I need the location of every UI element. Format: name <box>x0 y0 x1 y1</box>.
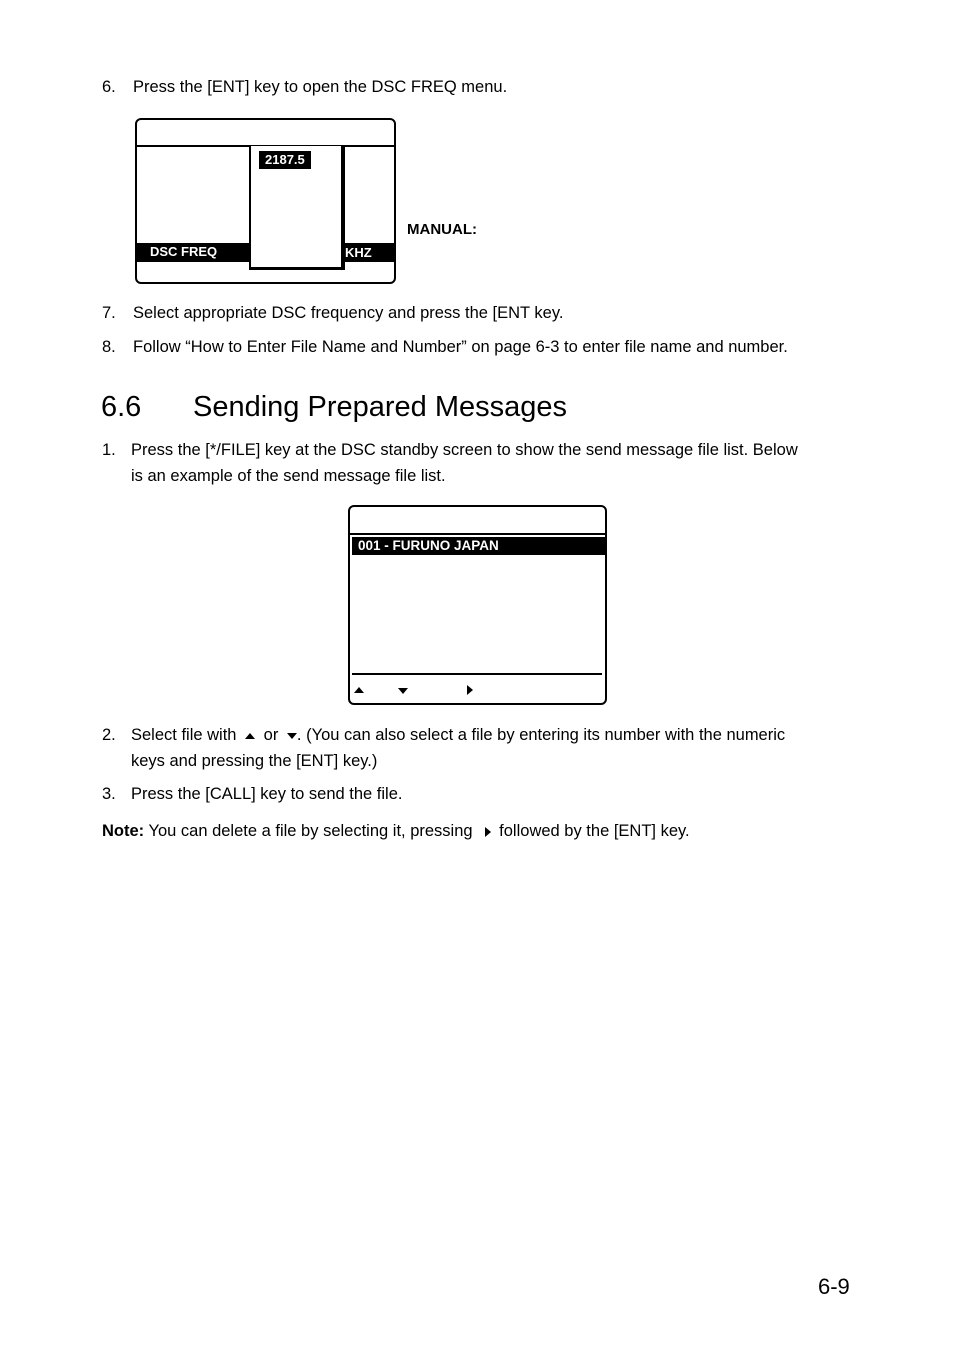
section-step-1 <box>102 437 798 463</box>
footer-divider <box>352 673 602 675</box>
step-7 <box>102 300 563 326</box>
screen-title-divider <box>350 533 605 535</box>
note-label: Note: <box>102 822 145 840</box>
step-text: Select appropriate DSC frequency and press the [ENT key. <box>133 304 564 322</box>
section-heading <box>101 387 567 427</box>
dsc-freq-screen <box>135 118 396 284</box>
section-step-2-continued: keys and pressing the [ENT] key.) <box>131 752 378 770</box>
step-text: Follow “How to Enter File Name and Number” on page 6-3 to enter file name and number. <box>133 338 788 356</box>
dsc-freq-label: DSC FREQ <box>150 244 218 259</box>
step-8 <box>102 334 788 360</box>
right-triangle-icon <box>485 827 491 837</box>
step-number: 3. <box>102 785 116 803</box>
step-number: 1. <box>102 441 116 459</box>
step-text-line-1: Press the [*/FILE] key at the DSC standby screen to show the send message file list. Below <box>131 441 798 459</box>
section-number: 6.6 <box>101 391 142 423</box>
step-number: 7. <box>102 304 116 322</box>
down-triangle-icon <box>287 733 297 739</box>
frequency-option-selected[interactable] <box>259 151 311 169</box>
section-title: Sending Prepared Messages <box>193 391 568 423</box>
file-list-screen <box>348 505 607 705</box>
step-number: 8. <box>102 338 116 356</box>
file-list-item-selected[interactable] <box>352 537 605 555</box>
step-text: Press the [CALL] key to send the file. <box>131 785 403 803</box>
note-text-before: You can delete a file by selecting it, pressing <box>148 822 473 840</box>
step-number: 2. <box>102 726 116 744</box>
section-step-2 <box>102 722 785 748</box>
note-text-after: followed by the [ENT] key. <box>499 822 690 840</box>
page-number: 6-9 <box>818 1274 850 1299</box>
step-number: 6. <box>102 78 116 96</box>
note <box>102 818 690 844</box>
step-6 <box>102 74 507 100</box>
section-step-3 <box>102 781 402 807</box>
step-text-suffix: . (You can also select a file by entering its number with the numeric <box>296 726 786 744</box>
file-item-label: 001 - FURUNO JAPAN <box>358 538 499 553</box>
down-triangle-icon <box>398 688 408 694</box>
right-triangle-icon <box>467 685 473 695</box>
section-step-1-continued: is an example of the send message file list. <box>131 467 446 485</box>
step-text: Press the [ENT] key to open the DSC FREQ menu. <box>133 78 508 96</box>
frequency-popup <box>249 146 345 270</box>
up-triangle-icon <box>354 687 364 693</box>
frequency-value: 2187.5 <box>265 152 305 167</box>
step-text-or: or <box>263 726 279 744</box>
unit-label: KHZ <box>345 245 372 260</box>
step-text-prefix: Select file with <box>131 726 237 744</box>
manual-label: MANUAL: <box>407 221 477 238</box>
up-triangle-icon <box>245 733 255 739</box>
